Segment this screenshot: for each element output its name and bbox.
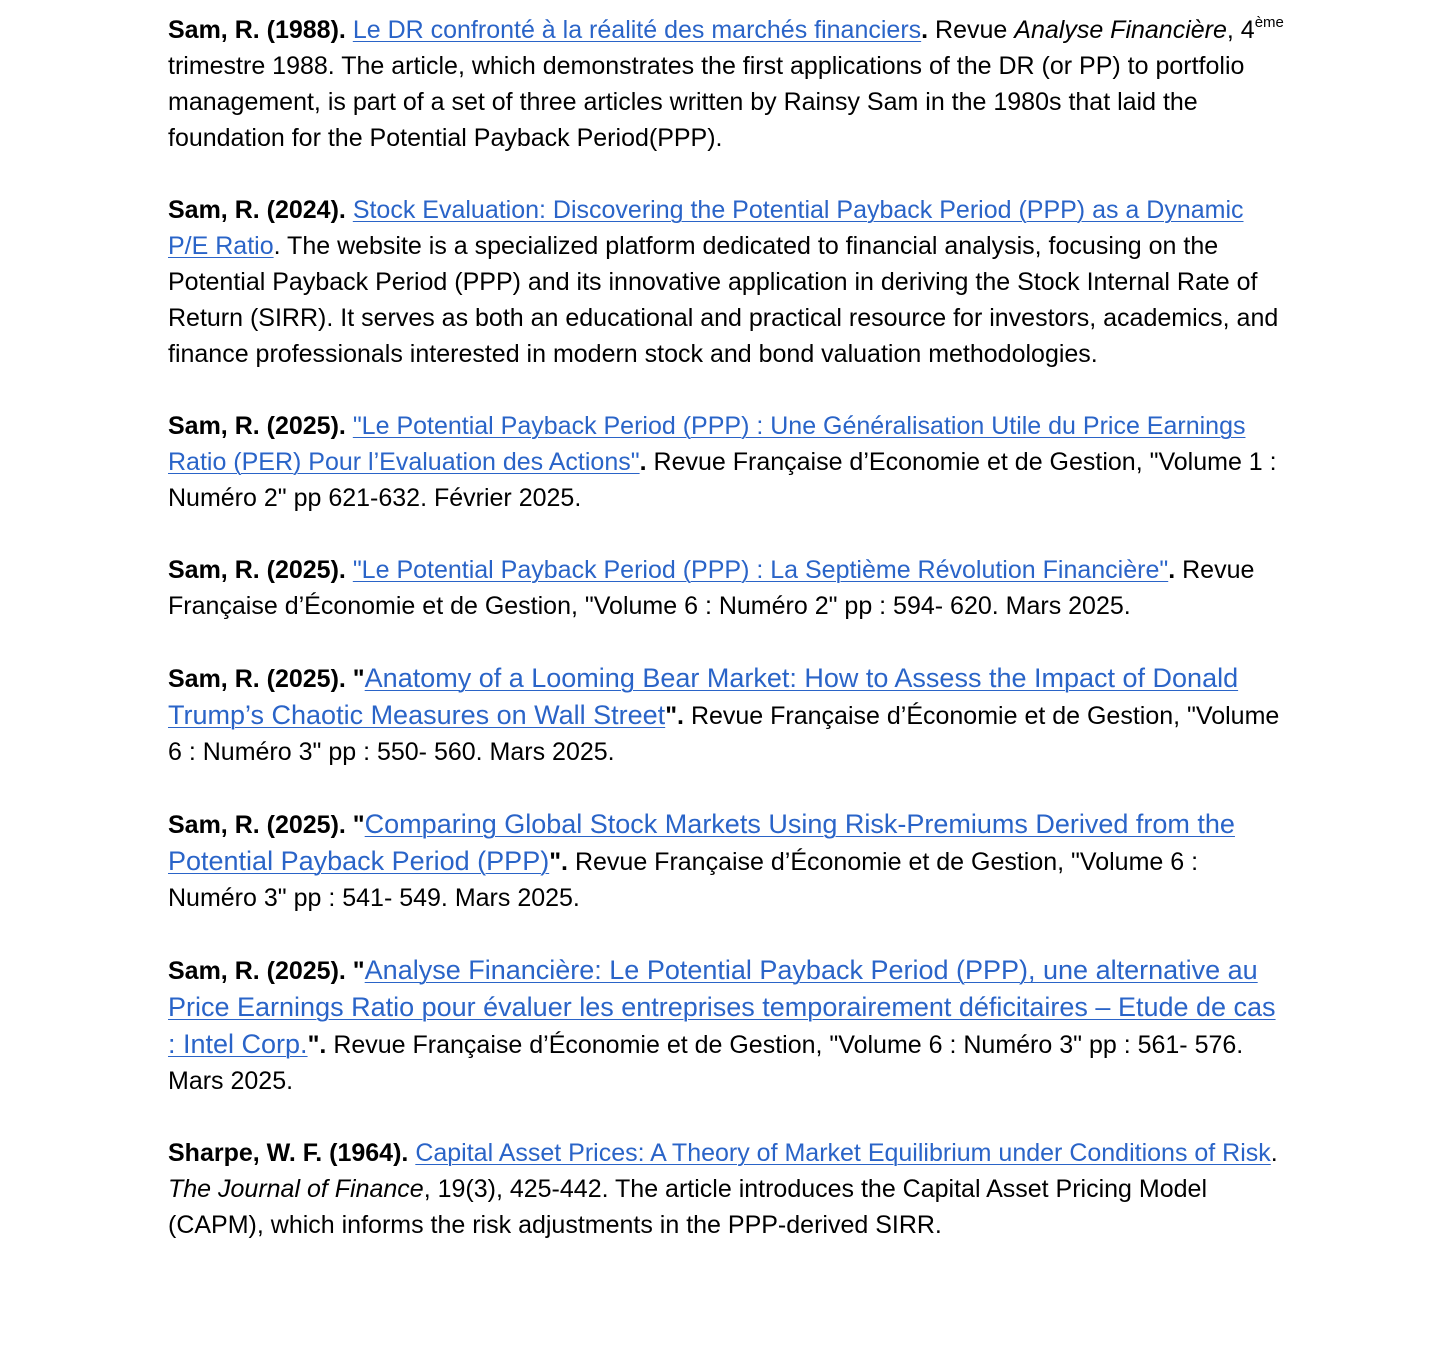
journal-name: The Journal of Finance	[168, 1175, 424, 1203]
reference-link[interactable]: Anatomy of a Looming Bear Market: How to Assess the Impact of Donald Trump’s Chaotic Measures on Wall Street	[168, 663, 1239, 730]
reference-entry	[168, 660, 1286, 770]
reference-author: Sam, R. (1988).	[168, 16, 346, 44]
reference-link[interactable]: Le DR confronté à la réalité des marchés financiers	[352, 16, 922, 44]
reference-text: .	[1270, 1139, 1278, 1167]
reference-link[interactable]: Analyse Financière: Le Potential Payback Period (PPP), une alternative au Price Earnings Ratio pour évaluer les entreprises temporairement déficitaires – Etude de cas : Intel Corp.	[168, 955, 1276, 1059]
reference-link[interactable]: "Le Potential Payback Period (PPP) : Une Généralisation Utile du Price Earnings Ratio (PER) Pour l’Evaluation des Actions"	[168, 412, 1246, 476]
reference-punctuation: "	[345, 665, 365, 693]
reference-link[interactable]: Stock Evaluation: Discovering the Potential Payback Period (PPP) as a Dynamic P/E Ratio	[168, 196, 1244, 260]
reference-author: Sam, R. (2025).	[168, 412, 346, 440]
reference-text: Revue Française d’Économie et de Gestion, "Volume 6 : Numéro 3" pp : 550- 560. Mars 2025.	[168, 702, 1280, 766]
reference-author: Sharpe, W. F. (1964).	[168, 1139, 409, 1167]
superscript: ème	[1254, 14, 1284, 31]
reference-author: Sam, R. (2025).	[168, 957, 346, 985]
reference-entry	[168, 408, 1286, 516]
reference-punctuation: .	[921, 16, 929, 44]
journal-name: Analyse Financière	[1014, 16, 1227, 44]
reference-entry	[168, 552, 1286, 624]
reference-text: introduces the Capital Asset Pricing Model (CAPM), which informs the risk	[168, 1175, 1207, 1239]
reference-text: trimestre 1988. The article, which demonstrates the first applications of the DR (or PP) to portfolio management, is part of a set of three articles written by Rainsy Sam in the 1980s that laid the foundation for the Potential Payback Period(PPP).	[168, 52, 1245, 152]
reference-text: Revue	[928, 16, 1015, 44]
reference-entry	[168, 952, 1286, 1099]
reference-link[interactable]: Comparing Global Stock Markets Using Risk-Premiums Derived from the Potential Payback Period (PPP)	[168, 809, 1235, 876]
reference-text: , 4	[1226, 16, 1255, 44]
reference-entry	[168, 12, 1286, 156]
reference-text: Revue Française d’Economie et de Gestion, "Volume 1 : Numéro 2" pp 621-632. Février 2025.	[168, 448, 1277, 512]
reference-text: Revue Française d’Économie et de Gestion, "Volume 6 : Numéro 3" pp : 561- 576. Mars 2025.	[168, 1031, 1244, 1095]
reference-punctuation: ".	[307, 1031, 327, 1059]
reference-author: Sam, R. (2024).	[168, 196, 346, 224]
reference-entry	[168, 806, 1286, 916]
reference-punctuation: ".	[665, 702, 684, 730]
reference-author: Sam, R. (2025).	[168, 811, 346, 839]
reference-text: , 19(3), 425-442. The article	[423, 1175, 732, 1203]
reference-list	[168, 12, 1286, 1279]
reference-entry	[168, 1135, 1286, 1243]
reference-punctuation: "	[345, 957, 365, 985]
reference-text: . The website is a specialized platform dedicated to financial analysis, focusing on the Potential Payback Period (PPP) and its innovative application in deriving the Stock Internal Rate of Return (SIRR). It serves as both an educational and practical resource for investors, academics, and finance professionals interested in modern stock and bond valuation methodologies.	[168, 232, 1279, 368]
reference-text: Revue Française d’Économie et de Gestion, "Volume 6 : Numéro 3" pp : 541- 549. Mars 2025.	[168, 848, 1199, 912]
reference-punctuation: .	[1168, 556, 1176, 584]
reference-punctuation: "	[345, 811, 365, 839]
reference-link[interactable]: "Le Potential Payback Period (PPP) : La Septième Révolution Financière"	[352, 556, 1169, 584]
reference-author: Sam, R. (2025).	[168, 665, 346, 693]
reference-link[interactable]: Capital Asset Prices: A Theory of Market Equilibrium under Conditions of Risk	[415, 1139, 1271, 1167]
reference-entry	[168, 192, 1286, 372]
reference-text: Revue Française d’Économie et de Gestion, "Volume 6 : Numéro 2" pp : 594- 620. Mars 2025.	[168, 556, 1255, 620]
reference-text: adjustments in the PPP-derived SIRR.	[511, 1211, 942, 1239]
reference-punctuation: ".	[549, 848, 569, 876]
reference-author: Sam, R. (2025).	[168, 556, 346, 584]
reference-punctuation: .	[639, 448, 647, 476]
